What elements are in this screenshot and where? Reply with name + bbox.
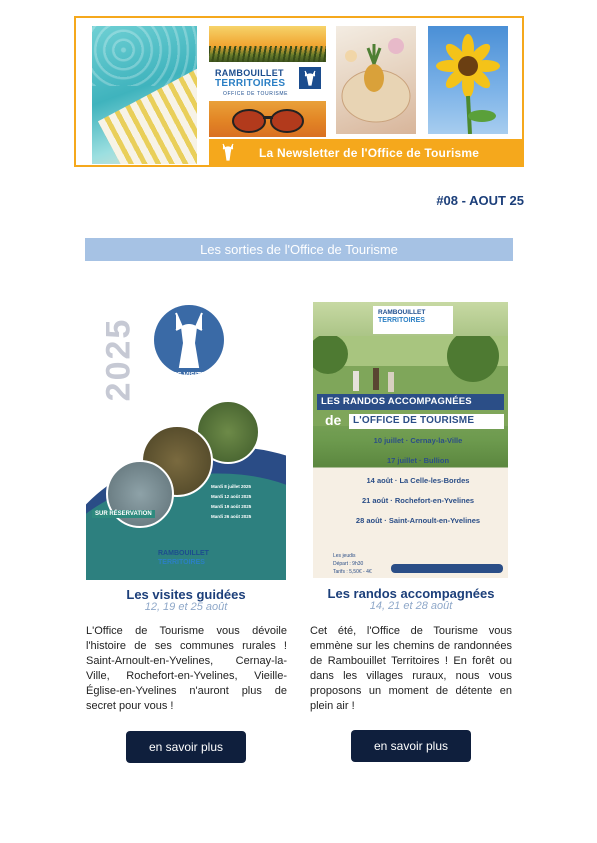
article-dates-visits: 12, 19 et 25 août <box>144 601 228 613</box>
list-item: 28 août · Saint-Arnoult-en-Yvelines <box>355 516 481 525</box>
list-item: 10 juillet · Cernay-la-Ville <box>373 436 463 445</box>
poster-year: 2025 <box>99 317 138 402</box>
newsletter-title: La Newsletter de l'Office de Tourisme <box>259 146 480 160</box>
poster-footer-line: Départ : 9h30 <box>333 561 364 567</box>
poster-hike-list <box>333 436 503 525</box>
poster-date: Mardi 12 août 2025 <box>211 494 252 499</box>
guided-hikes-poster[interactable] <box>313 302 508 578</box>
poster-visits-label: LES VISITES <box>168 372 211 379</box>
issue-number: #08 - AOUT 25 <box>436 193 524 208</box>
poster-logo-line2: TERRITOIRES <box>378 317 425 324</box>
sunglasses-photo <box>209 101 326 137</box>
poster-reservation-badge: SUR RÉSERVATION <box>92 510 155 518</box>
guided-visits-poster[interactable] <box>86 300 286 580</box>
newsletter-title-strip <box>209 139 523 166</box>
poster-footer <box>333 552 372 576</box>
poster-de: de <box>325 412 342 428</box>
sunflowers-photo <box>428 26 508 134</box>
pool-towel-photo <box>92 26 197 164</box>
sunflower-icon <box>428 26 508 134</box>
poster-banner <box>317 394 504 410</box>
deer-emblem <box>154 305 224 375</box>
poster-date: Mardi 19 août 2025 <box>211 504 252 509</box>
poster-subtitle: L'OFFICE DE TOURISME <box>353 415 475 426</box>
article-body-hikes: Cet été, l'Office de Tourisme vous emmène sur les chemins de randonnées de Rambouillet Territoires ! En forêt ou dans les villages ruraux, nous vous proposons un moment de détente en plein air ! <box>310 625 512 712</box>
poster-footer-line: Tarifs : 5,50€ - 4€ <box>333 569 372 575</box>
more-info-hikes-button[interactable]: en savoir plus <box>351 730 471 762</box>
article-title-hikes: Les randos accompagnées <box>327 586 495 601</box>
poster-footer-line: Les jeudis <box>333 553 356 559</box>
poster-dates <box>211 482 283 522</box>
logo-text-line2: TERRITOIRES <box>215 78 286 89</box>
newsletter-header-banner <box>74 16 524 167</box>
poster-subtitle-box <box>349 414 504 429</box>
poster-logo-line2: TERRITOIRES <box>158 559 205 566</box>
list-item: 14 août · La Celle-les-Bordes <box>366 476 470 485</box>
poster-banner-text: LES RANDOS ACCOMPAGNÉES <box>321 396 472 407</box>
section-header <box>85 238 513 261</box>
section-title: Les sorties de l'Office de Tourisme <box>200 242 398 257</box>
poster-logo <box>373 306 453 334</box>
sunglasses-icon <box>209 101 326 137</box>
poster-date: Mardi 8 juillet 2025 <box>211 484 252 489</box>
pineapple-icon <box>336 26 416 134</box>
rambouillet-territoires-logo <box>209 63 326 101</box>
list-item: 21 août · Rochefort-en-Yvelines <box>361 496 475 505</box>
poster-date: Mardi 26 août 2025 <box>211 514 252 519</box>
logo-text-line3: OFFICE DE TOURISME <box>223 91 289 97</box>
logo-text-line1: RAMBOUILLET <box>215 68 284 78</box>
poster-logo-line1: RAMBOUILLET <box>158 550 209 557</box>
article-dates-hikes: 14, 21 et 28 août <box>369 600 453 612</box>
poster-info-pill <box>391 564 503 573</box>
deer-logo-icon <box>299 67 321 89</box>
deer-icon <box>217 141 239 163</box>
hikers-in-field-illustration <box>313 336 508 426</box>
article-body-visits: L'Office de Tourisme vous dévoile l'histoire de ses communes rurales ! Saint-Arnoult-en-Yvelines, Cernay-la-Ville, Rochefort-en-Yvelines, Vieille-Église-en-Yvelines n'auront plus de secret pour vous ! <box>86 625 287 712</box>
more-info-visits-button[interactable]: en savoir plus <box>126 731 246 763</box>
poster-logo-line1: RAMBOUILLET <box>378 309 426 316</box>
sunset-field-photo <box>209 26 326 62</box>
list-item: 17 juillet · Bullion <box>386 456 450 465</box>
pineapple-hat-photo <box>336 26 416 134</box>
article-title-visits: Les visites guidées <box>126 587 246 602</box>
stag-icon <box>154 305 224 375</box>
